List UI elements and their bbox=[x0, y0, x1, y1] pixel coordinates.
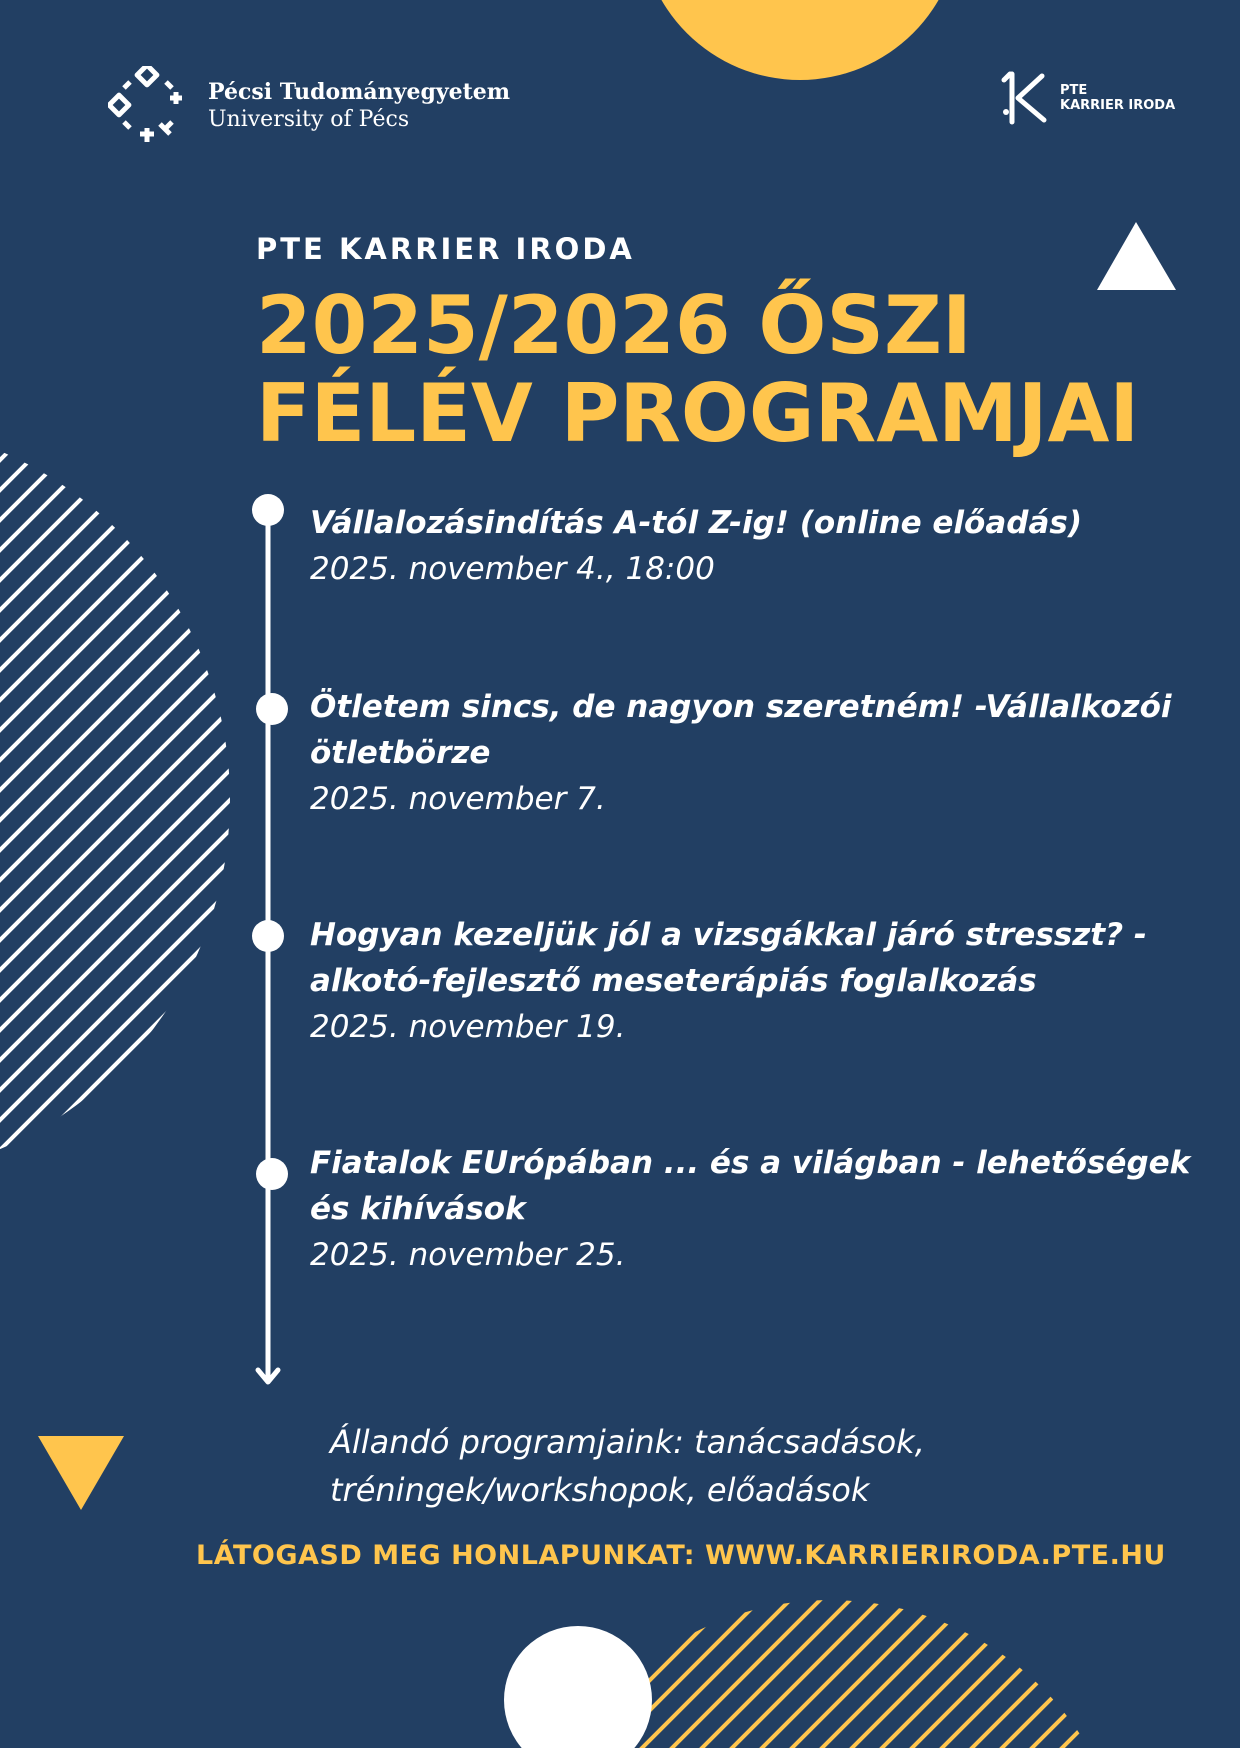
event-title: Ötletem sincs, de nagyon szeretném! -Vállalkozói ötletbörze bbox=[310, 689, 1172, 771]
event-title: Vállalozásindítás A-tól Z-ig! (online előadás) bbox=[310, 505, 1083, 541]
career-office-k-icon bbox=[998, 70, 1054, 126]
white-triangle bbox=[1097, 222, 1176, 290]
event-item bbox=[310, 500, 1215, 592]
event-date: 2025. november 25. bbox=[310, 1237, 626, 1273]
timeline-dot bbox=[252, 494, 284, 526]
timeline-dot bbox=[252, 920, 284, 952]
university-name-hu: Pécsi Tudományegyetem bbox=[208, 79, 511, 105]
title-line-2: FÉLÉV PROGRAMJAI bbox=[256, 367, 1140, 460]
kicker: PTE KARRIER IRODA bbox=[256, 232, 635, 266]
university-name-en: University of Pécs bbox=[208, 107, 410, 132]
event-item bbox=[310, 684, 1215, 822]
university-emblem-icon bbox=[108, 66, 188, 146]
permanent-programs: Állandó programjaink: tanácsadások, tréningek/workshopok, előadások bbox=[330, 1423, 925, 1509]
timeline bbox=[252, 494, 288, 1382]
event-title: Fiatalok EUrópában ... és a világban - lehetőségek és kihívások bbox=[310, 1145, 1191, 1227]
timeline-dot bbox=[256, 693, 288, 725]
website-link[interactable]: LÁTOGASD MEG HONLAPUNKAT: WWW.KARRIERIRODA.PTE.HU bbox=[196, 1540, 1166, 1571]
event-date: 2025. november 19. bbox=[310, 1009, 626, 1045]
university-logo[interactable] bbox=[108, 66, 510, 146]
event-item bbox=[310, 1140, 1215, 1278]
top-yellow-circle bbox=[640, 0, 960, 80]
left-striped-circle bbox=[0, 0, 300, 1748]
page-title bbox=[256, 279, 1140, 460]
career-logo-line1: PTE bbox=[1060, 83, 1088, 98]
event-date: 2025. november 7. bbox=[310, 781, 606, 817]
timeline-dot bbox=[256, 1158, 288, 1190]
event-item bbox=[310, 912, 1215, 1050]
yellow-triangle bbox=[38, 1436, 124, 1510]
career-office-logo[interactable] bbox=[998, 70, 1175, 126]
bottom-white-circle bbox=[504, 1626, 652, 1748]
career-logo-line2: KARRIER IRODA bbox=[1060, 98, 1176, 113]
event-date: 2025. november 4., 18:00 bbox=[310, 551, 715, 587]
title-line-1: 2025/2026 ŐSZI bbox=[256, 279, 972, 372]
event-title: Hogyan kezeljük jól a vizsgákkal járó stresszt? - alkotó-fejlesztő meseterápiás foglalkozás bbox=[310, 917, 1147, 999]
bottom-striped-circle bbox=[300, 1500, 1240, 1748]
